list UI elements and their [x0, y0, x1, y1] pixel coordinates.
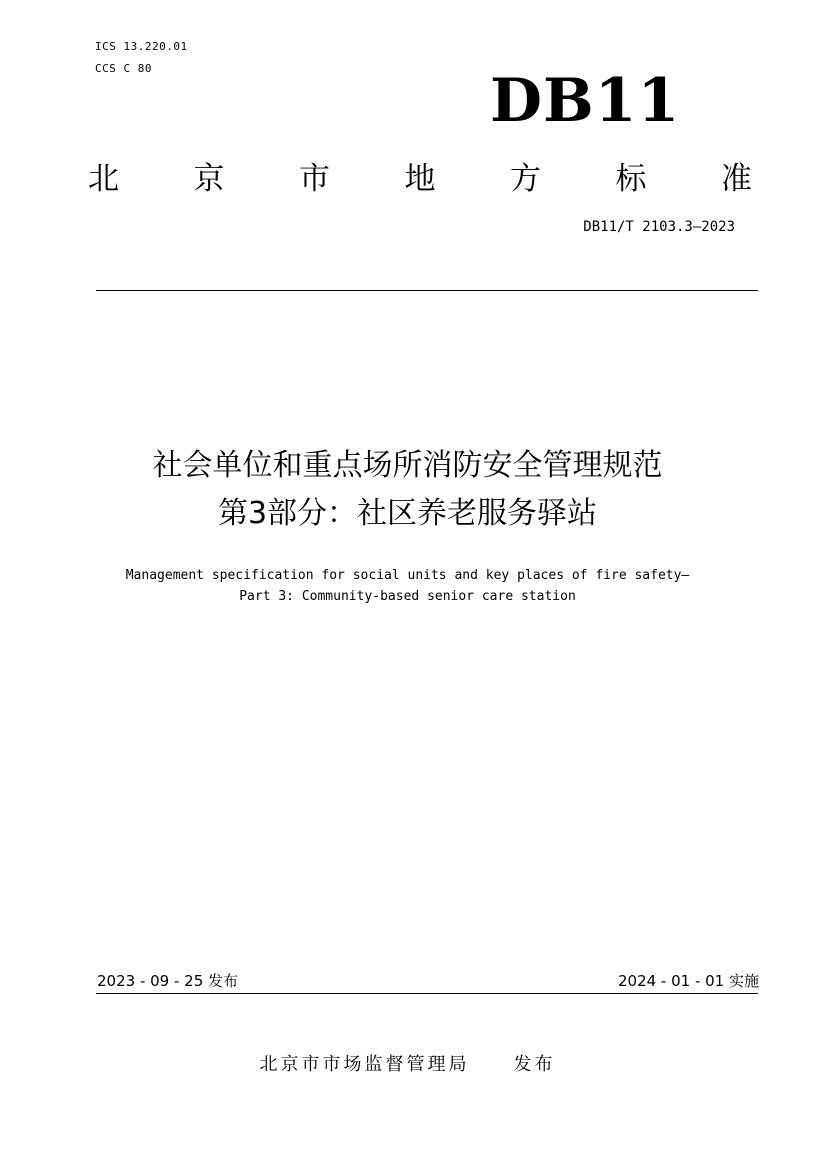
standard-type-char: 标	[615, 161, 647, 197]
publisher	[0, 1052, 815, 1078]
chinese-title-line-1: 社会单位和重点场所消防安全管理规范	[152, 448, 663, 483]
standard-type-char: 北	[88, 161, 119, 197]
standard-type-char: 地	[404, 161, 436, 197]
english-title-line-2: Part 3: Community-based senior care station	[239, 589, 576, 604]
bottom-divider	[96, 993, 758, 994]
ccs-code: CCS C 80	[95, 62, 152, 75]
chinese-title	[0, 442, 815, 538]
standard-type-char: 京	[193, 161, 225, 197]
english-title-line-1: Management specification for social units and key places of fire safety—	[125, 568, 690, 583]
publisher-action: 发布	[513, 1054, 556, 1075]
top-divider	[96, 290, 758, 291]
db11-logo: DB11	[490, 66, 681, 136]
english-title	[0, 565, 815, 607]
issue-date: 2023 - 09 - 25 发布	[97, 972, 239, 990]
standard-type-char: 准	[721, 161, 752, 197]
implementation-date: 2024 - 01 - 01 实施	[617, 972, 759, 990]
ics-code: ICS 13.220.01	[95, 40, 188, 53]
standard-code: DB11/T 2103.3—2023	[583, 219, 735, 235]
standard-type	[88, 156, 752, 202]
publisher-name: 北京市市场监督管理局	[259, 1054, 470, 1075]
chinese-title-line-2: 第3部分：社区养老服务驿站	[217, 496, 598, 531]
standard-type-char: 方	[510, 161, 541, 197]
standard-type-char: 市	[299, 161, 330, 197]
